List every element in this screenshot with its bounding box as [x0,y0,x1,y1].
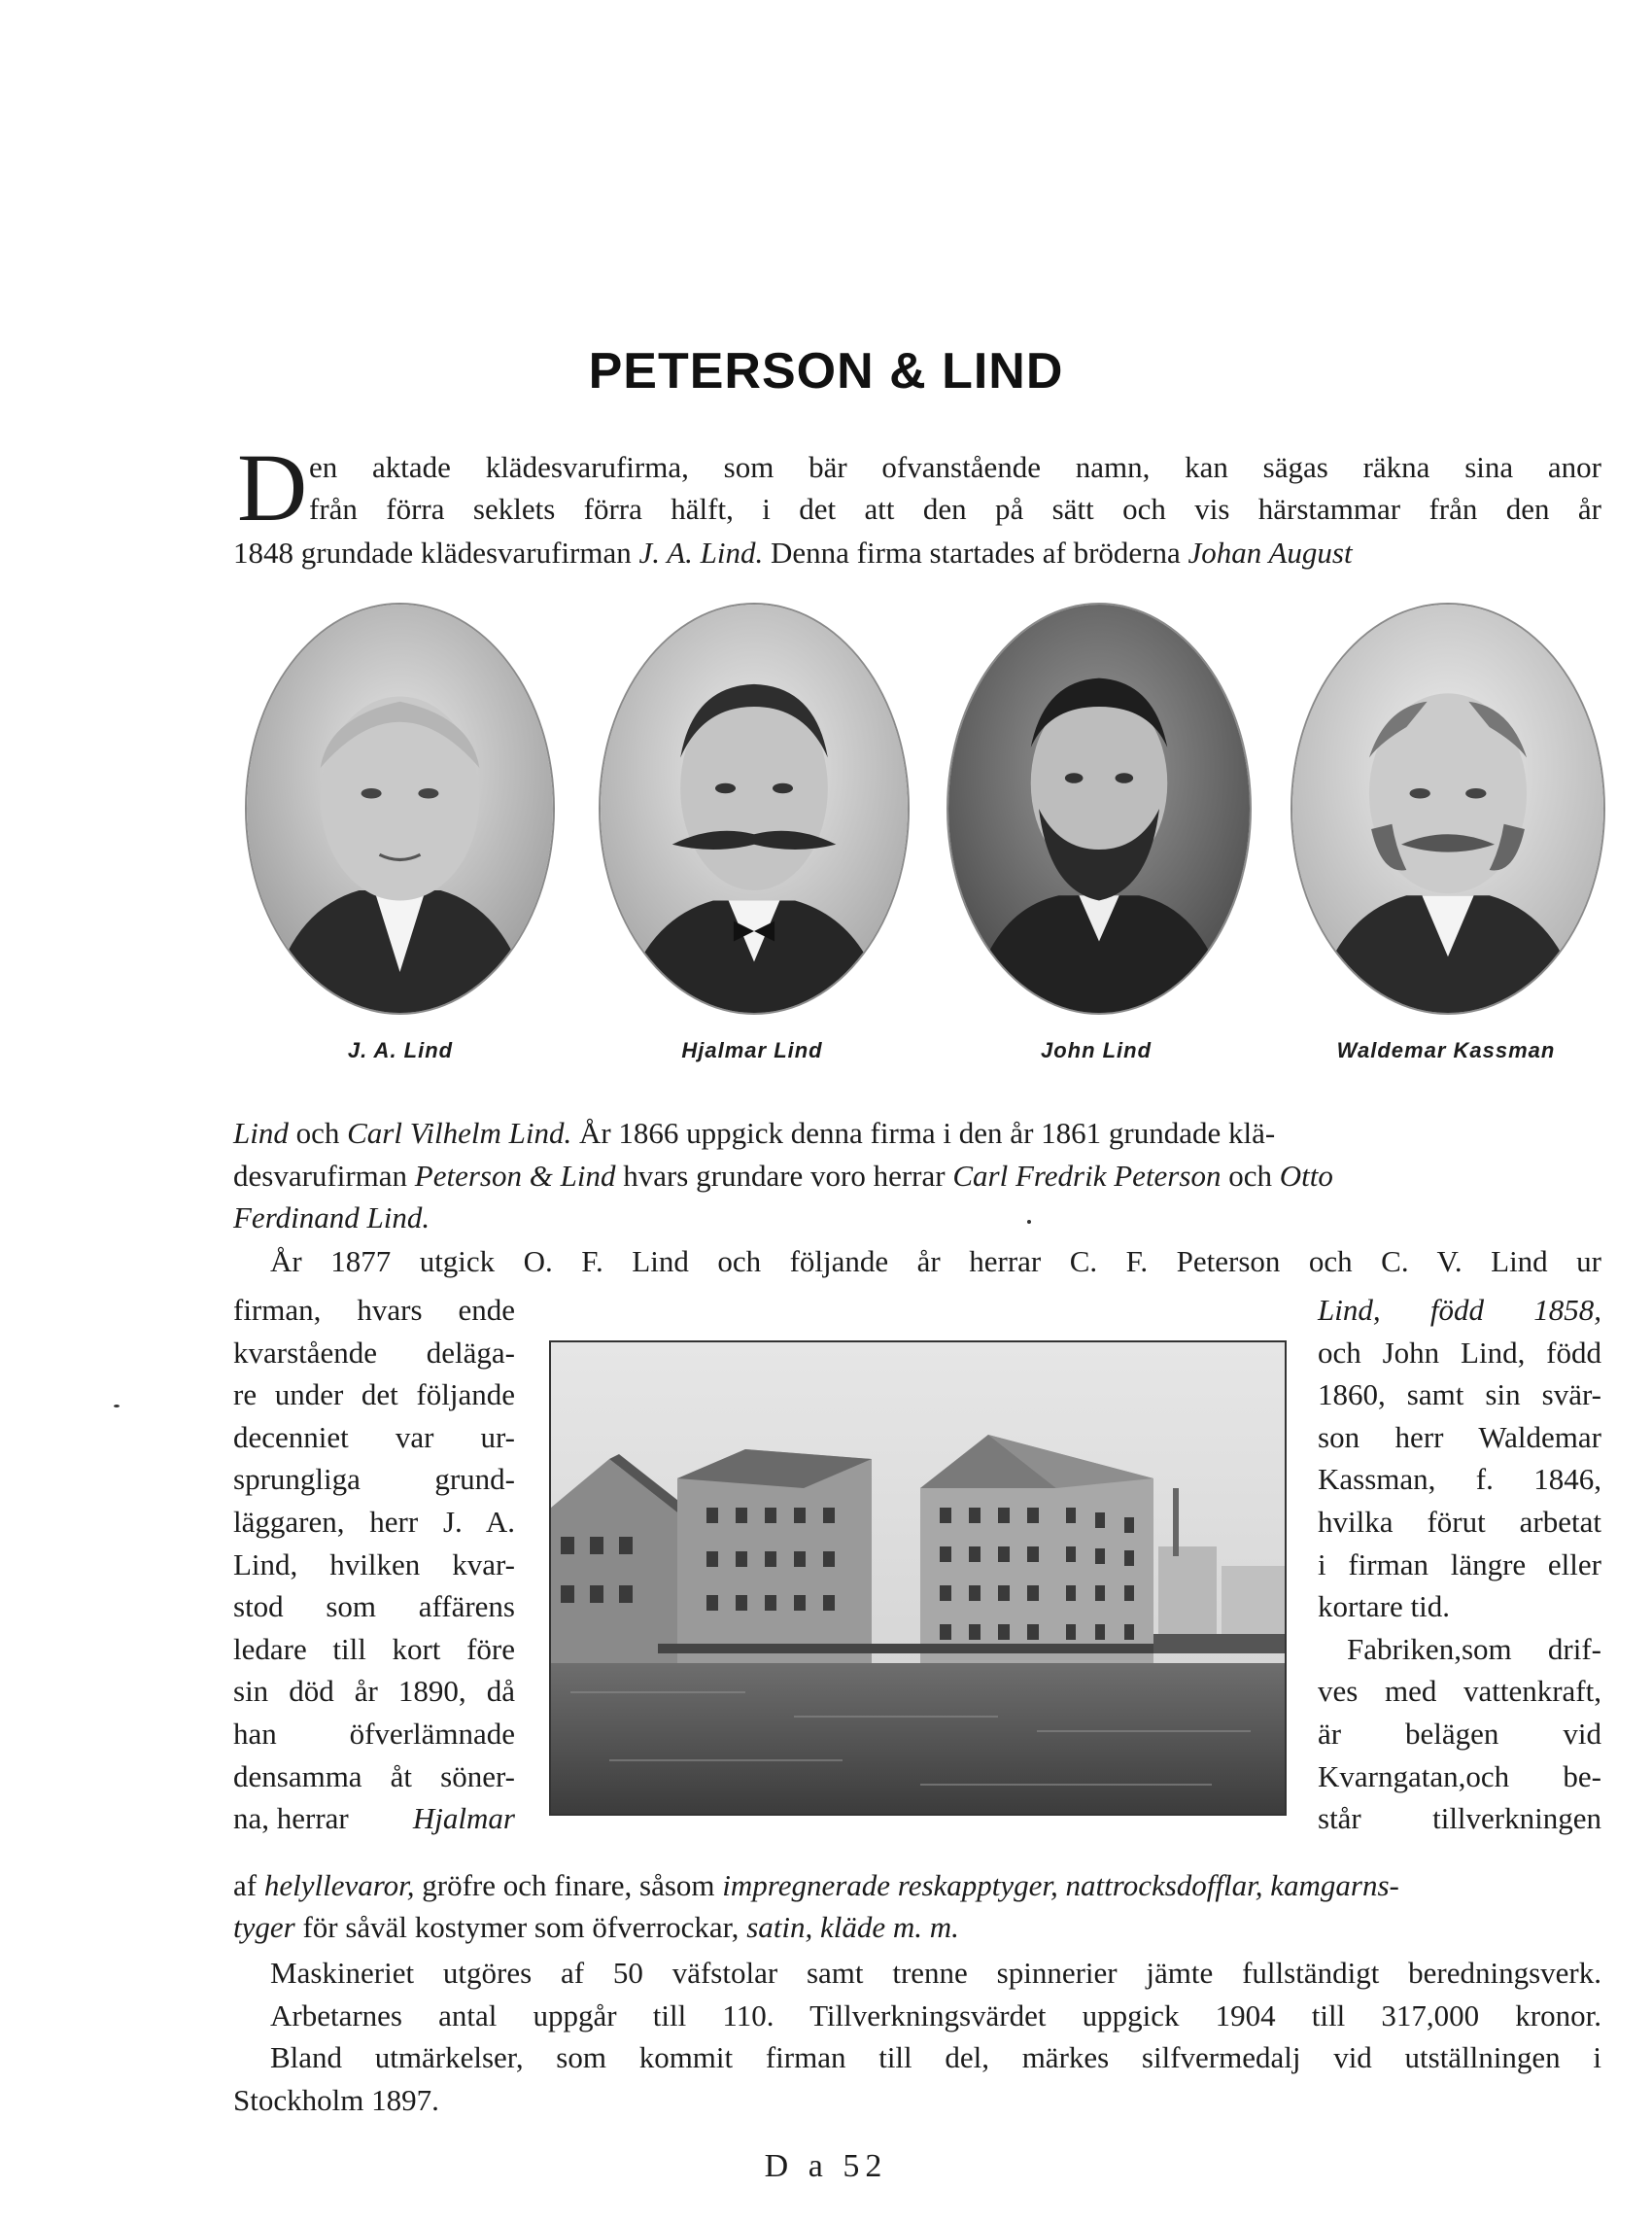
left-col-line: firman, hvars ende [233,1293,515,1327]
portrait-ja-lind [245,603,555,1015]
para2-line-2 [233,1158,1333,1195]
right-col-line: och John Lind, född [1318,1335,1601,1370]
left-column [233,1289,515,1840]
right-col-line: kortare tid. [1318,1589,1451,1624]
name-italic: Ferdinand Lind. [233,1200,430,1234]
para4-line-2: Arbetarnes antal uppgår till 110. Tillverkningsvärdet uppgick 1904 till 317,000 kronor. [270,1998,1601,2032]
right-col-line: Kvarngatan,och be- [1318,1758,1601,1793]
right-col-line: ves med vattenkraft, [1318,1674,1601,1709]
name-italic: Lind [233,1116,289,1150]
product-italic: impregnerade reskapptyger, nattrocksdofflar, kamgarns- [722,1868,1399,1902]
caption-waldemar-kassman: Waldemar Kassman [1336,1038,1556,1062]
caption-john-lind: John Lind [1040,1038,1153,1062]
left-col-line: re under det följande [233,1377,515,1412]
intro-line-3 [233,535,1353,572]
left-col-line: densamma åt söner- [233,1758,515,1793]
drop-cap: D [237,434,308,541]
founder-name-italic: Johan August [1187,536,1353,570]
factory-photo [549,1340,1287,1816]
right-col-line: Fabriken,som drif- [1347,1631,1601,1666]
print-speck [1027,1220,1031,1224]
right-column [1318,1289,1601,1840]
para4-line-1: Maskineriet utgöres af 50 väfstolar samt trenne spinnerier jämte fullständigt beredningsverk. [270,1956,1601,1990]
portrait-john-lind [946,603,1252,1015]
page-title: PETERSON & LIND [588,343,1064,399]
left-col-line: läggaren, herr J. A. [233,1504,515,1539]
right-col-line: son herr Waldemar [1318,1419,1601,1454]
left-col-line: stod som affärens [233,1589,515,1624]
left-col-line: kvarstående deläga- [233,1335,515,1370]
right-col-line: hvilka förut arbetat [1318,1504,1601,1539]
right-col-line [1318,1289,1601,1332]
right-col-line: står tillverkningen [1318,1801,1601,1836]
para2-line-1 [233,1115,1275,1152]
intro-text: 1848 grundade klädesvarufirman [233,536,639,570]
para2-line-3 [233,1199,430,1236]
product-italic: tyger [233,1910,295,1944]
para3-full-line-2 [233,1909,959,1946]
caption-ja-lind: J. A. Lind [347,1038,454,1062]
margin-mark [114,1405,120,1407]
left-col-line: han öfverlämnade [233,1716,515,1751]
para4-line-4: Stockholm 1897. [233,2083,439,2117]
intro-line-1: en aktade klädesvarufirma, som bär ofvanstående namn, kan sägas räkna sina anor [309,450,1601,484]
para3-full-line-1 [233,1867,1399,1904]
firm-name-italic: Peterson & Lind [414,1159,616,1193]
left-col-line: ledare till kort före [233,1631,515,1666]
text: desvarufirman [233,1159,415,1193]
page-folio: D a 52 [764,2148,888,2184]
right-col-line: 1860, samt sin svär- [1318,1377,1601,1412]
name-italic: Carl Fredrik Peterson [952,1159,1222,1193]
text: för såväl kostymer som öfverrockar, [294,1910,747,1944]
left-col-line-last [233,1797,515,1840]
portrait-hjalmar-lind [599,603,910,1015]
left-col-line: Lind, hvilken kvar- [233,1546,515,1581]
intro-text: Denna firma startades af bröderna [763,536,1188,570]
right-col-line: Kassman, f. 1846, [1318,1462,1601,1497]
left-col-line: decenniet var ur- [233,1419,515,1454]
product-italic: helyllevaror, [263,1868,415,1902]
text: och [1221,1159,1280,1193]
text: och [288,1116,348,1150]
right-col-line: är belägen vid [1318,1716,1601,1751]
text: hvars grundare voro herrar [615,1159,953,1193]
text: gröfre och finare, såsom [414,1868,723,1902]
left-col-line: sin död år 1890, då [233,1674,515,1709]
product-italic: satin, kläde m. m. [746,1910,959,1944]
intro-line-2: från förra seklets förra hälft, i det att den på sätt och vis härstammar från den år [309,492,1601,526]
name-italic: Carl Vilhelm Lind. [347,1116,572,1150]
name-italic: Hjalmar [412,1801,515,1836]
text: Lind, född 1858, [1318,1293,1601,1327]
left-col-line: sprungliga grund- [233,1462,515,1497]
text: År 1866 uppgick denna firma i den år 1861 grundade klä- [571,1116,1276,1150]
firm-name-italic: J. A. Lind. [638,536,764,570]
caption-hjalmar-lind: Hjalmar Lind [681,1038,823,1062]
text: af [233,1868,264,1902]
name-italic: Otto [1279,1159,1333,1193]
portrait-waldemar-kassman [1291,603,1605,1015]
right-col-line: i firman längre eller [1318,1546,1601,1581]
para3-line-1: År 1877 utgick O. F. Lind och följande år herrar C. F. Peterson och C. V. Lind ur [270,1244,1601,1278]
text: na, herrar [233,1801,349,1836]
para4-line-3: Bland utmärkelser, som kommit firman till del, märkes silfvermedalj vid utställningen i [270,2040,1601,2074]
